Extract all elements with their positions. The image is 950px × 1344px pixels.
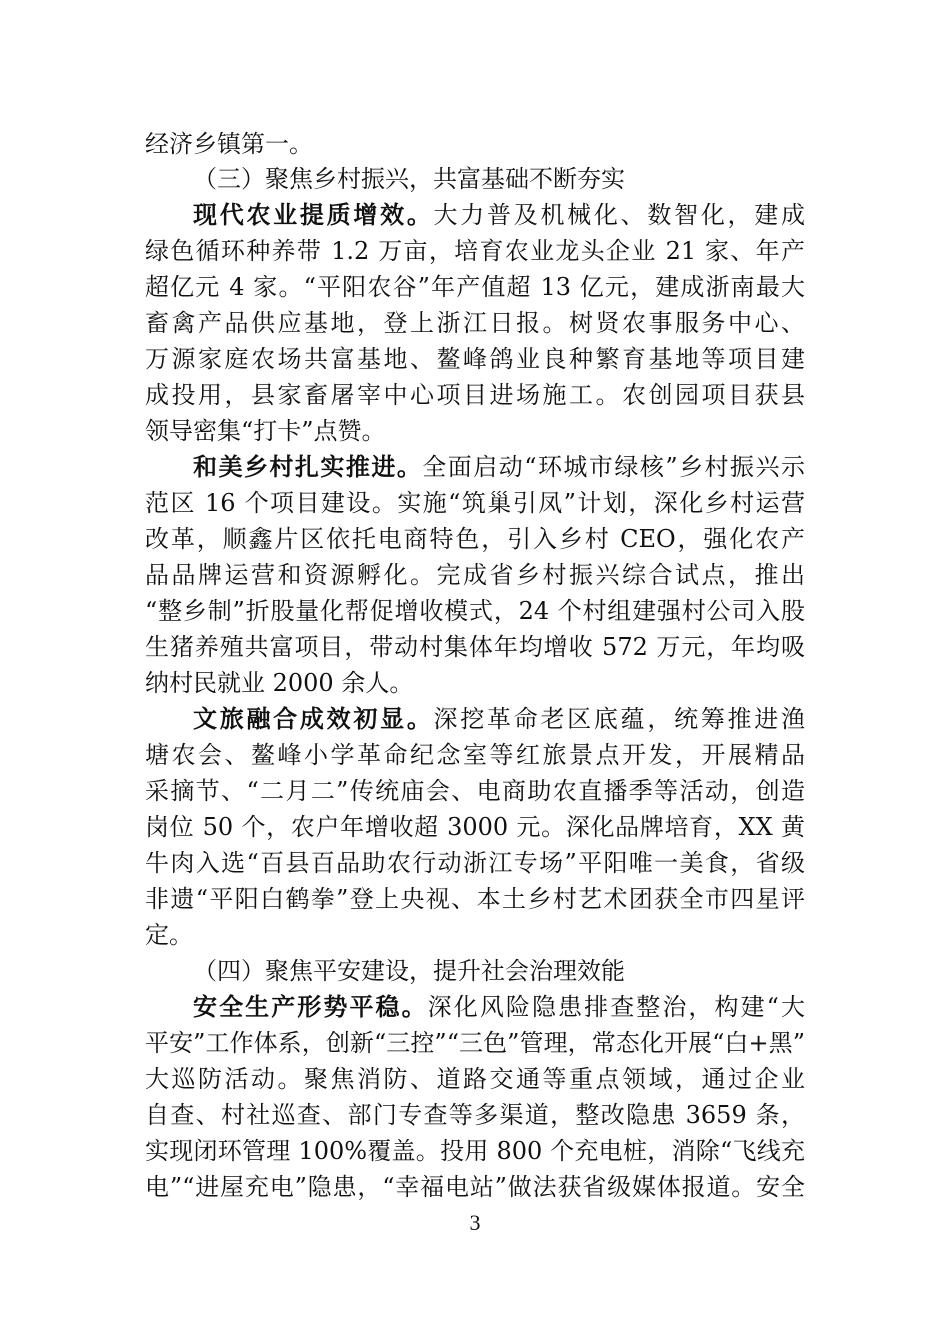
paragraph-rural — [193, 449, 805, 485]
paragraph-lead: 和美乡村扎实推进。 — [193, 452, 423, 481]
text-line: 绿色循环种养带 1.2 万亩，培育农业龙头企业 21 家、年产 — [145, 237, 805, 265]
text-line: 牛肉入选“百县百品助农行动浙江专场”平阳唯一美食，省级 — [145, 849, 805, 877]
text-line: 大力普及机械化、数智化，建成 — [433, 201, 806, 229]
text-line: 深化风险隐患排查整治，构建“大 — [427, 993, 805, 1021]
text-line: 经济乡镇第一。 — [145, 130, 313, 158]
text-line: 生猪养殖共富项目，带动村集体年均增收 572 万元，年均吸 — [145, 633, 805, 661]
text-line: 超亿元 4 家。“平阳农谷”年产值超 13 亿元，建成浙南最大 — [145, 273, 805, 301]
text-line: 全面启动“环城市绿核”乡村振兴示 — [422, 453, 805, 481]
text-line: 岗位 50 个，农户年增收超 3000 元。深化品牌培育，XX 黄 — [145, 813, 805, 841]
text-line: 品品牌运营和资源孵化。完成省乡村振兴综合试点，推出 — [145, 561, 805, 589]
text-line: 纳村民就业 2000 余人。 — [145, 669, 414, 697]
heading-text: （三）聚焦乡村振兴，共富基础不断夯实 — [193, 165, 625, 193]
text-line: 实现闭环管理 100%覆盖。投用 800 个充电桩，消除“飞线充 — [145, 1137, 805, 1165]
paragraph-lead: 现代农业提质增效。 — [193, 200, 434, 229]
paragraph-safety — [193, 989, 805, 1025]
text-line: 大巡防活动。聚焦消防、道路交通等重点领域，通过企业 — [145, 1065, 805, 1093]
paragraph-culture-tourism — [193, 701, 805, 737]
text-line: 非遗“平阳白鹤拳”登上央视、本土乡村艺术团获全市四星评 — [145, 885, 805, 913]
text-line: 定。 — [145, 921, 193, 949]
text-line: 深挖革命老区底蕴，统筹推进渔 — [433, 705, 806, 733]
section-heading-3 — [193, 161, 805, 197]
text-line: 平安”工作体系，创新“三控”“三色”管理，常态化开展“白+黑” — [145, 1029, 805, 1057]
paragraph-lead: 文旅融合成效初显。 — [193, 704, 434, 733]
text-line: 成投用，县家畜屠宰中心项目进场施工。农创园项目获县 — [145, 381, 805, 409]
page-number: 3 — [469, 1210, 481, 1235]
text-line: “整乡制”折股量化帮促增收模式，24 个村组建强村公司入股 — [145, 597, 805, 625]
text-line: 改革，顺鑫片区依托电商特色，引入乡村 CEO，强化农产 — [145, 525, 805, 553]
paragraph-agriculture — [193, 197, 805, 233]
text-line: 塘农会、鳌峰小学革命纪念室等红旅景点开发，开展精品 — [145, 741, 805, 769]
text-line: 电”“进屋充电”隐患，“幸福电站”做法获省级媒体报道。安全 — [145, 1173, 805, 1201]
text-line: 畜禽产品供应基地，登上浙江日报。树贤农事服务中心、 — [145, 309, 805, 337]
text-line: 范区 16 个项目建设。实施“筑巢引凤”计划，深化乡村运营 — [145, 489, 805, 517]
paragraph-lead: 安全生产形势平稳。 — [193, 992, 428, 1021]
heading-text: （四）聚焦平安建设，提升社会治理效能 — [193, 957, 625, 985]
paragraph-continuation — [145, 126, 805, 162]
section-heading-4 — [193, 953, 805, 989]
text-line: 自查、村社巡查、部门专查等多渠道，整改隐患 3659 条， — [145, 1101, 805, 1129]
text-line: 领导密集“打卡”点赞。 — [145, 417, 386, 445]
text-line: 采摘节、“二月二”传统庙会、电商助农直播季等活动，创造 — [145, 777, 805, 805]
text-line: 万源家庭农场共富基地、鳌峰鸽业良种繁育基地等项目建 — [145, 345, 805, 373]
